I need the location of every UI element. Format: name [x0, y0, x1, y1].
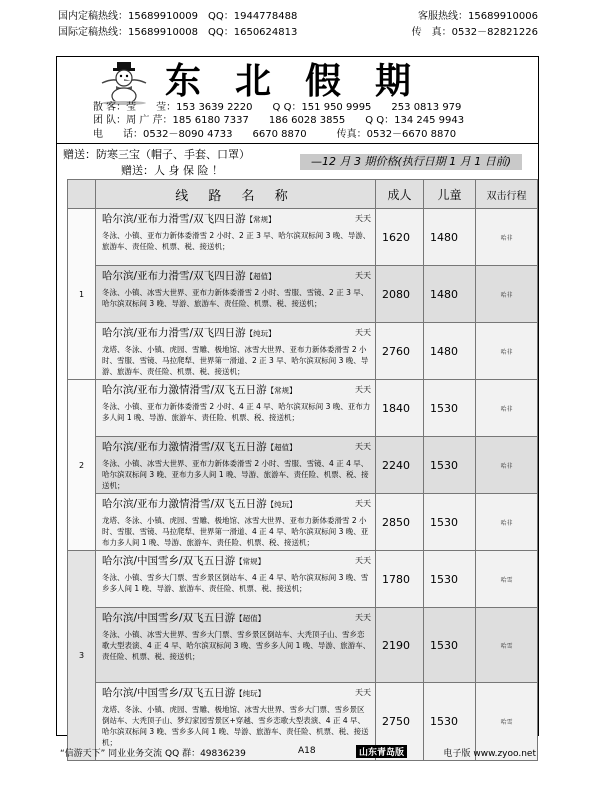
gift-insurance: 赠送：人 身 保 险 ！	[121, 164, 223, 177]
intl-hotline: 国际定稿热线：15689910008 QQ：1650624813	[58, 27, 298, 38]
itinerary-link[interactable]: 哈非	[476, 266, 538, 323]
route-title: 哈尔滨/亚布力激情滑雪/双飞五日游	[102, 498, 267, 510]
route-title-line	[102, 383, 371, 398]
table-header-row	[68, 180, 538, 209]
route-cell	[96, 494, 376, 551]
route-tag: 【纯玩】	[245, 329, 276, 338]
route-title-line	[102, 611, 371, 626]
route-title-line	[102, 269, 371, 284]
child-price: 1530	[424, 494, 476, 551]
advert-frame	[56, 56, 539, 747]
group-col-header	[68, 180, 96, 209]
child-price: 1530	[424, 380, 476, 437]
route-description: 冬泳、小镇、雪乡大门票、雪乡景区倒站车、4 正 4 早、哈尔滨双标间 3 晚、雪乡多人间 1 晚、导游、旅游车、责任险、机票、税、接送机；	[102, 573, 369, 593]
table-row[interactable]	[68, 266, 538, 323]
route-tag: 【纯玩】	[235, 689, 266, 698]
child-price: 1530	[424, 437, 476, 494]
adult-price: 2850	[376, 494, 424, 551]
itinerary-link[interactable]: 哈非	[476, 323, 538, 380]
table-row[interactable]	[68, 437, 538, 494]
route-frequency: 天天	[355, 613, 371, 622]
group-number: 2	[68, 380, 96, 551]
service-hotline: 客服热线：15689910006	[418, 11, 538, 22]
itinerary-link[interactable]: 哈非	[476, 494, 538, 551]
route-description: 龙塔、冬泳、小镇、虎园、雪雕、极地馆、冰雪大世界、亚布力新体委滑雪 2 小时、雪服、雪镜、马拉爬犁、世界第一滑道、2 正 3 早、哈尔滨双标间 3 晚、导游、旅游车、责任险、机票、税、接送机；	[102, 345, 369, 376]
child-price: 1530	[424, 551, 476, 608]
route-description: 冬泳、小镇、冰雪大世界、雪乡大门票、雪乡景区倒站车、大秃顶子山、雪乡恋歌大型表演、4 正 4 早、哈尔滨双标间 3 晚、雪乡多人间 1 晚、导游、旅游车、责任险、机票、税、接送机；	[102, 630, 371, 661]
table-row[interactable]	[68, 608, 538, 683]
itinerary-link[interactable]: 哈非	[476, 209, 538, 266]
child-price: 1480	[424, 209, 476, 266]
route-cell	[96, 266, 376, 323]
website-link[interactable]: 电子版 www.zyoo.net	[443, 749, 536, 759]
promo-band	[57, 144, 538, 180]
gift-winter-kit: 赠送：防寒三宝（帽子、手套、口罩）	[63, 148, 250, 161]
child-price: 1480	[424, 323, 476, 380]
brand-title: 东北假期	[165, 60, 446, 102]
route-title: 哈尔滨/亚布力激情滑雪/双飞五日游	[102, 384, 267, 396]
route-title: 哈尔滨/中国雪乡/双飞五日游	[102, 612, 236, 624]
route-tag: 【常规】	[245, 215, 276, 224]
route-tag: 【常规】	[235, 557, 266, 566]
adult-price: 2190	[376, 608, 424, 683]
book-col-header: 双击行程	[476, 180, 538, 209]
top-hotline-bar	[58, 10, 538, 52]
route-description: 冬泳、小镇、冰雪大世界、亚布力新体委滑雪 2 小时、雪服、雪镜、4 正 4 早、哈尔滨双标间 3 晚、亚布力多人间 1 晚、导游、旅游车、责任险、机票、税、接送机；	[102, 459, 369, 490]
route-title: 哈尔滨/亚布力滑雪/双飞四日游	[102, 270, 246, 282]
adult-price: 2240	[376, 437, 424, 494]
route-title-line	[102, 212, 371, 227]
child-price: 1480	[424, 266, 476, 323]
route-tag: 【常规】	[266, 386, 297, 395]
route-tag: 【超值】	[245, 272, 276, 281]
route-title-line	[102, 686, 371, 701]
route-title-line	[102, 440, 371, 455]
route-tag: 【超值】	[266, 443, 297, 452]
table-row[interactable]	[68, 551, 538, 608]
group-number: 1	[68, 209, 96, 380]
itinerary-link[interactable]: 哈非	[476, 380, 538, 437]
adult-price: 1780	[376, 551, 424, 608]
child-col-header: 儿童	[424, 180, 476, 209]
adult-price: 2760	[376, 323, 424, 380]
route-frequency: 天天	[355, 328, 371, 337]
route-title: 哈尔滨/亚布力激情滑雪/双飞五日游	[102, 441, 267, 453]
contact-phone: 电 话：0532－8090 4733 6670 8870 传真：0532－6670 8870	[93, 129, 457, 140]
route-frequency: 天天	[355, 499, 371, 508]
route-price-table	[67, 179, 538, 761]
contact-individual: 散 客：莹 莹：153 3639 2220 Q Q：151 950 9995 253 0813 979	[93, 102, 462, 113]
price-period-note: —12 月 3 期价格(执行日期 1 月 1 日前)	[300, 154, 522, 170]
route-frequency: 天天	[355, 214, 371, 223]
route-description: 冬泳、小镇、亚布力新体委滑雪 2 小时、2 正 3 早、哈尔滨双标间 3 晚、导游、旅游车、责任险、机票、税、接送机；	[102, 231, 371, 251]
route-cell	[96, 608, 376, 683]
group-number: 3	[68, 551, 96, 761]
route-description: 冬泳、小镇、亚布力新体委滑雪 2 小时、4 正 4 早、哈尔滨双标间 3 晚、亚布力多人间 1 晚、导游、旅游车、责任险、机票、税、接送机；	[102, 402, 371, 422]
route-frequency: 天天	[355, 688, 371, 697]
contact-group: 团 队：周 广 芹：185 6180 7337 186 6028 3855 Q Q：134 245 9943	[93, 115, 465, 126]
adult-price: 2750	[376, 683, 424, 761]
itinerary-link[interactable]: 哈雪	[476, 608, 538, 683]
route-title: 哈尔滨/中国雪乡/双飞五日游	[102, 555, 236, 567]
fax-line: 传 真：0532－82821226	[411, 27, 538, 38]
child-price: 1530	[424, 608, 476, 683]
route-title-line	[102, 554, 371, 569]
route-tag: 【超值】	[235, 614, 266, 623]
route-cell	[96, 551, 376, 608]
route-title: 哈尔滨/中国雪乡/双飞五日游	[102, 687, 236, 699]
snowman-icon	[99, 61, 149, 105]
table-row[interactable]	[68, 209, 538, 266]
itinerary-link[interactable]: 哈非	[476, 437, 538, 494]
route-frequency: 天天	[355, 385, 371, 394]
route-cell	[96, 437, 376, 494]
child-price: 1530	[424, 683, 476, 761]
route-cell	[96, 380, 376, 437]
route-description: 冬泳、小镇、冰雪大世界、亚布力新体委滑雪 2 小时、雪服、雪镜、2 正 3 早、哈尔滨双标间 3 晚、导游、旅游车、责任险、机票、税、接送机；	[102, 288, 369, 308]
route-title: 哈尔滨/亚布力滑雪/双飞四日游	[102, 213, 246, 225]
route-cell	[96, 209, 376, 266]
footer-qq-group: “信游天下” 同业业务交流 QQ 群：49836239	[60, 749, 246, 759]
table-row[interactable]	[68, 323, 538, 380]
route-frequency: 天天	[355, 271, 371, 280]
itinerary-link[interactable]: 哈雪	[476, 551, 538, 608]
route-col-header: 线 路 名 称	[96, 180, 376, 209]
route-title-line	[102, 326, 371, 341]
footer-bar	[60, 746, 536, 759]
brand-header	[57, 57, 538, 144]
page-number: A18	[298, 746, 316, 756]
table-row[interactable]	[68, 494, 538, 551]
route-frequency: 天天	[355, 556, 371, 565]
route-tag: 【纯玩】	[266, 500, 297, 509]
route-frequency: 天天	[355, 442, 371, 451]
route-description: 龙塔、冬泳、小镇、虎园、雪雕、极地馆、冰雪大世界、雪乡大门票、雪乡景区倒站车、大秃顶子山、梦幻家园雪景区+穿越、雪乡恋歌大型表演、4 正 4 早、哈尔滨双标间 3 晚、雪乡多人间 1 晚、导游、旅游车、责任险、机票、税、接送机；	[102, 705, 369, 747]
route-title: 哈尔滨/亚布力滑雪/双飞四日游	[102, 327, 246, 339]
table-row[interactable]	[68, 380, 538, 437]
route-title-line	[102, 497, 371, 512]
edition-badge: 山东青岛版	[356, 745, 407, 758]
adult-col-header: 成人	[376, 180, 424, 209]
itinerary-link[interactable]: 哈雪	[476, 683, 538, 761]
adult-price: 1840	[376, 380, 424, 437]
adult-price: 1620	[376, 209, 424, 266]
route-cell	[96, 323, 376, 380]
domestic-hotline: 国内定稿热线：15689910009 QQ：1944778488	[58, 11, 298, 22]
route-description: 龙塔、冬泳、小镇、虎园、雪雕、极地馆、冰雪大世界、亚布力新体委滑雪 2 小时、雪服、雪镜、马拉爬犁、世界第一滑道、4 正 4 早、哈尔滨双标间 3 晚、亚布力多人间 1 晚、导游、旅游车、责任险、机票、税、接送机；	[102, 516, 369, 547]
adult-price: 2080	[376, 266, 424, 323]
